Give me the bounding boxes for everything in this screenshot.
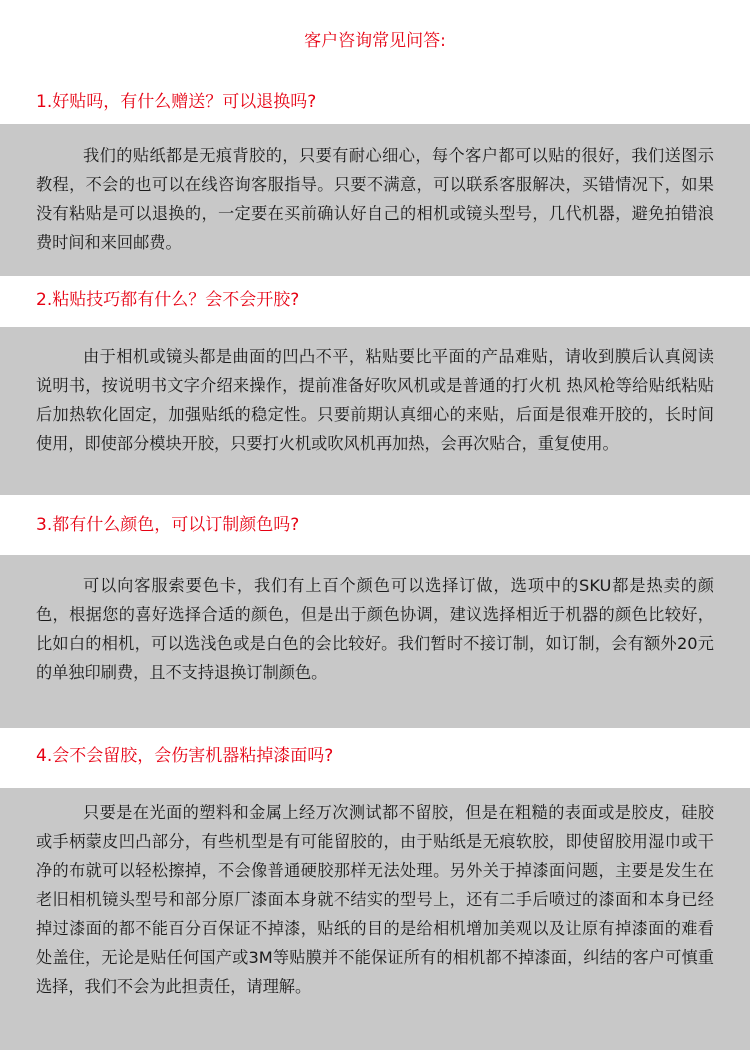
faq-question-3: 3.都有什么颜色，可以订制颜色吗?	[36, 515, 300, 535]
faq-answer-3: 可以向客服索要色卡，我们有上百个颜色可以选择订做，选项中的SKU都是热卖的颜色，根据您的喜好选择合适的颜色，但是出于颜色协调，建议选择相近于机器的颜色比较好，比如白的相机，可以选浅色或是白色的会比较好。我们暂时不接订制，如订制，会有额外20元的单独印刷费，且不支持退换订制颜色。	[36, 576, 714, 682]
faq-answer-box-2	[0, 327, 750, 495]
faq-answer-4: 只要是在光面的塑料和金属上经万次测试都不留胶，但是在粗糙的表面或是胶皮，硅胶或手柄蒙皮凹凸部分，有些机型是有可能留胶的，由于贴纸是无痕软胶，即使留胶用湿巾或干净的布就可以轻松擦掉，不会像普通硬胶那样无法处理。另外关于掉漆面问题，主要是发生在老旧相机镜头型号和部分原厂漆面本身就不结实的型号上，还有二手后喷过的漆面和本身已经掉过漆面的都不能百分百保证不掉漆，贴纸的目的是给相机增加美观以及让原有掉漆面的难看处盖住，无论是贴任何国产或3M等贴膜并不能保证所有的相机都不掉漆面，纠结的客户可慎重选择，我们不会为此担责任，请理解。	[36, 803, 714, 996]
faq-question-4: 4.会不会留胶，会伤害机器粘掉漆面吗?	[36, 746, 334, 766]
faq-answer-box-1	[0, 124, 750, 276]
page-title: 客户咨询常见问答:	[304, 31, 446, 51]
faq-answer-box-3	[0, 555, 750, 728]
faq-question-1: 1.好贴吗，有什么赠送？可以退换吗?	[36, 92, 317, 112]
faq-answer-2: 由于相机或镜头都是曲面的凹凸不平，粘贴要比平面的产品难贴，请收到膜后认真阅读说明书，按说明书文字介绍来操作，提前准备好吹风机或是普通的打火机 热风枪等给贴纸粘贴后加热软化固定，加强贴纸的稳定性。只要前期认真细心的来贴，后面是很难开胶的，长时间使用，即使部分模块开胶，只要打火机或吹风机再加热，会再次贴合，重复使用。	[36, 347, 714, 453]
faq-answer-1: 我们的贴纸都是无痕背胶的，只要有耐心细心，每个客户都可以贴的很好，我们送图示教程，不会的也可以在线咨询客服指导。只要不满意，可以联系客服解决，买错情况下，如果没有粘贴是可以退换的，一定要在买前确认好自己的相机或镜头型号，几代机器，避免拍错浪费时间和来回邮费。	[36, 146, 714, 252]
faq-answer-box-4	[0, 788, 750, 1050]
faq-question-2: 2.粘贴技巧都有什么？会不会开胶?	[36, 290, 300, 310]
